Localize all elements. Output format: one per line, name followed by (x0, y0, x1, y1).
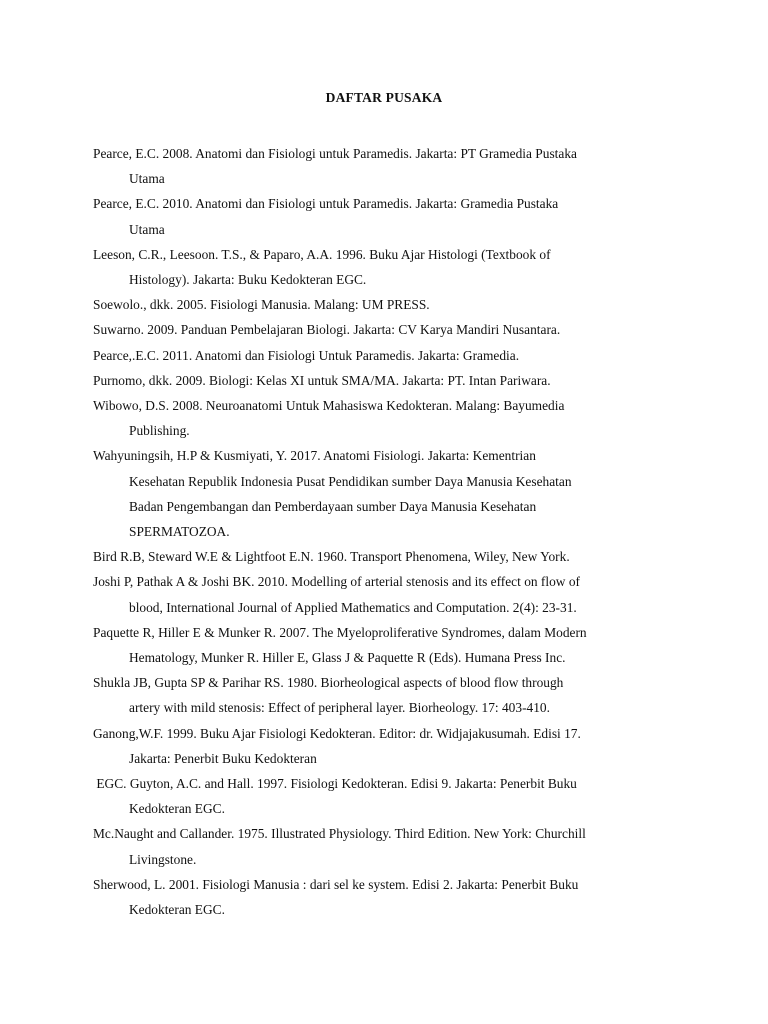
reference-first-line: Bird R.B, Steward W.E & Lightfoot E.N. 1960. Transport Phenomena, Wiley, New York. (93, 549, 570, 565)
reference-entry (93, 544, 673, 569)
reference-entry (93, 443, 673, 544)
reference-continuation-line: Kesehatan Republik Indonesia Pusat Pendidikan sumber Daya Manusia Kesehatan (129, 473, 572, 489)
reference-entry (93, 191, 673, 241)
reference-first-line: Purnomo, dkk. 2009. Biologi: Kelas XI untuk SMA/MA. Jakarta: PT. Intan Pariwara. (93, 372, 551, 388)
page-title: DAFTAR PUSAKA (325, 90, 443, 105)
reference-entry (93, 343, 673, 368)
reference-continuation-line: Utama (129, 221, 165, 237)
reference-continuation-line: artery with mild stenosis: Effect of peripheral layer. Biorheology. 17: 403-410. (129, 700, 550, 716)
reference-first-line: Wibowo, D.S. 2008. Neuroanatomi Untuk Mahasiswa Kedokteran. Malang: Bayumedia (93, 398, 565, 414)
reference-first-line: Sherwood, L. 2001. Fisiologi Manusia : dari sel ke system. Edisi 2. Jakarta: Penerbit Buku (93, 876, 579, 892)
reference-first-line: Soewolo., dkk. 2005. Fisiologi Manusia. Malang: UM PRESS. (93, 297, 430, 313)
reference-entry (93, 620, 673, 670)
reference-first-line: EGC. Guyton, A.C. and Hall. 1997. Fisiologi Kedokteran. Edisi 9. Jakarta: Penerbit Buku (93, 776, 577, 792)
reference-continuation-line: Jakarta: Penerbit Buku Kedokteran (129, 750, 317, 766)
reference-first-line: Mc.Naught and Callander. 1975. Illustrated Physiology. Third Edition. New York: Churchill (93, 826, 586, 842)
reference-continuation-line: Histology). Jakarta: Buku Kedokteran EGC. (129, 272, 367, 288)
reference-first-line: Leeson, C.R., Leesoon. T.S., & Paparo, A.A. 1996. Buku Ajar Histologi (Textbook of (93, 246, 551, 262)
reference-entry (93, 721, 673, 771)
reference-entry (93, 771, 673, 821)
reference-continuation-line: Livingstone. (129, 851, 197, 867)
reference-continuation-line: Kedokteran EGC. (129, 902, 225, 918)
reference-entry (93, 292, 673, 317)
reference-continuation-line: Kedokteran EGC. (129, 801, 225, 817)
reference-entry (93, 821, 673, 871)
reference-continuation-line: Utama (129, 171, 165, 187)
reference-first-line: Pearce, E.C. 2010. Anatomi dan Fisiologi untuk Paramedis. Jakarta: Gramedia Pustaka (93, 196, 559, 212)
reference-continuation-line: SPERMATOZOA. (129, 524, 230, 540)
reference-continuation-line: Hematology, Munker R. Hiller E, Glass J & Paquette R (Eds). Humana Press Inc. (129, 650, 566, 666)
reference-entry (93, 872, 673, 922)
reference-first-line: Ganong,W.F. 1999. Buku Ajar Fisiologi Kedokteran. Editor: dr. Widjajakusumah. Edisi 17. (93, 725, 581, 741)
reference-entry (93, 242, 673, 292)
reference-first-line: Wahyuningsih, H.P & Kusmiyati, Y. 2017. Anatomi Fisiologi. Jakarta: Kementrian (93, 448, 536, 464)
reference-continuation-line: blood, International Journal of Applied Mathematics and Computation. 2(4): 23-31. (129, 599, 577, 615)
reference-first-line: Paquette R, Hiller E & Munker R. 2007. The Myeloproliferative Syndromes, dalam Modern (93, 624, 587, 640)
reference-entry (93, 670, 673, 720)
reference-entry (93, 569, 673, 619)
reference-first-line: Shukla JB, Gupta SP & Parihar RS. 1980. Biorheological aspects of blood flow through (93, 675, 564, 691)
reference-first-line: Joshi P, Pathak A & Joshi BK. 2010. Modelling of arterial stenosis and its effect on flow of (93, 574, 580, 590)
reference-first-line: Pearce,.E.C. 2011. Anatomi dan Fisiologi Untuk Paramedis. Jakarta: Gramedia. (93, 347, 520, 363)
reference-first-line: Suwarno. 2009. Panduan Pembelajaran Biologi. Jakarta: CV Karya Mandiri Nusantara. (93, 322, 561, 338)
reference-entry (93, 317, 673, 342)
reference-entry (93, 368, 673, 393)
reference-first-line: Pearce, E.C. 2008. Anatomi dan Fisiologi untuk Paramedis. Jakarta: PT Gramedia Pustaka (93, 146, 577, 161)
reference-list (93, 141, 673, 922)
reference-entry (93, 141, 673, 191)
reference-continuation-line: Publishing. (129, 423, 190, 439)
reference-continuation-line: Badan Pengembangan dan Pemberdayaan sumber Daya Manusia Kesehatan (129, 498, 537, 514)
reference-entry (93, 393, 673, 443)
